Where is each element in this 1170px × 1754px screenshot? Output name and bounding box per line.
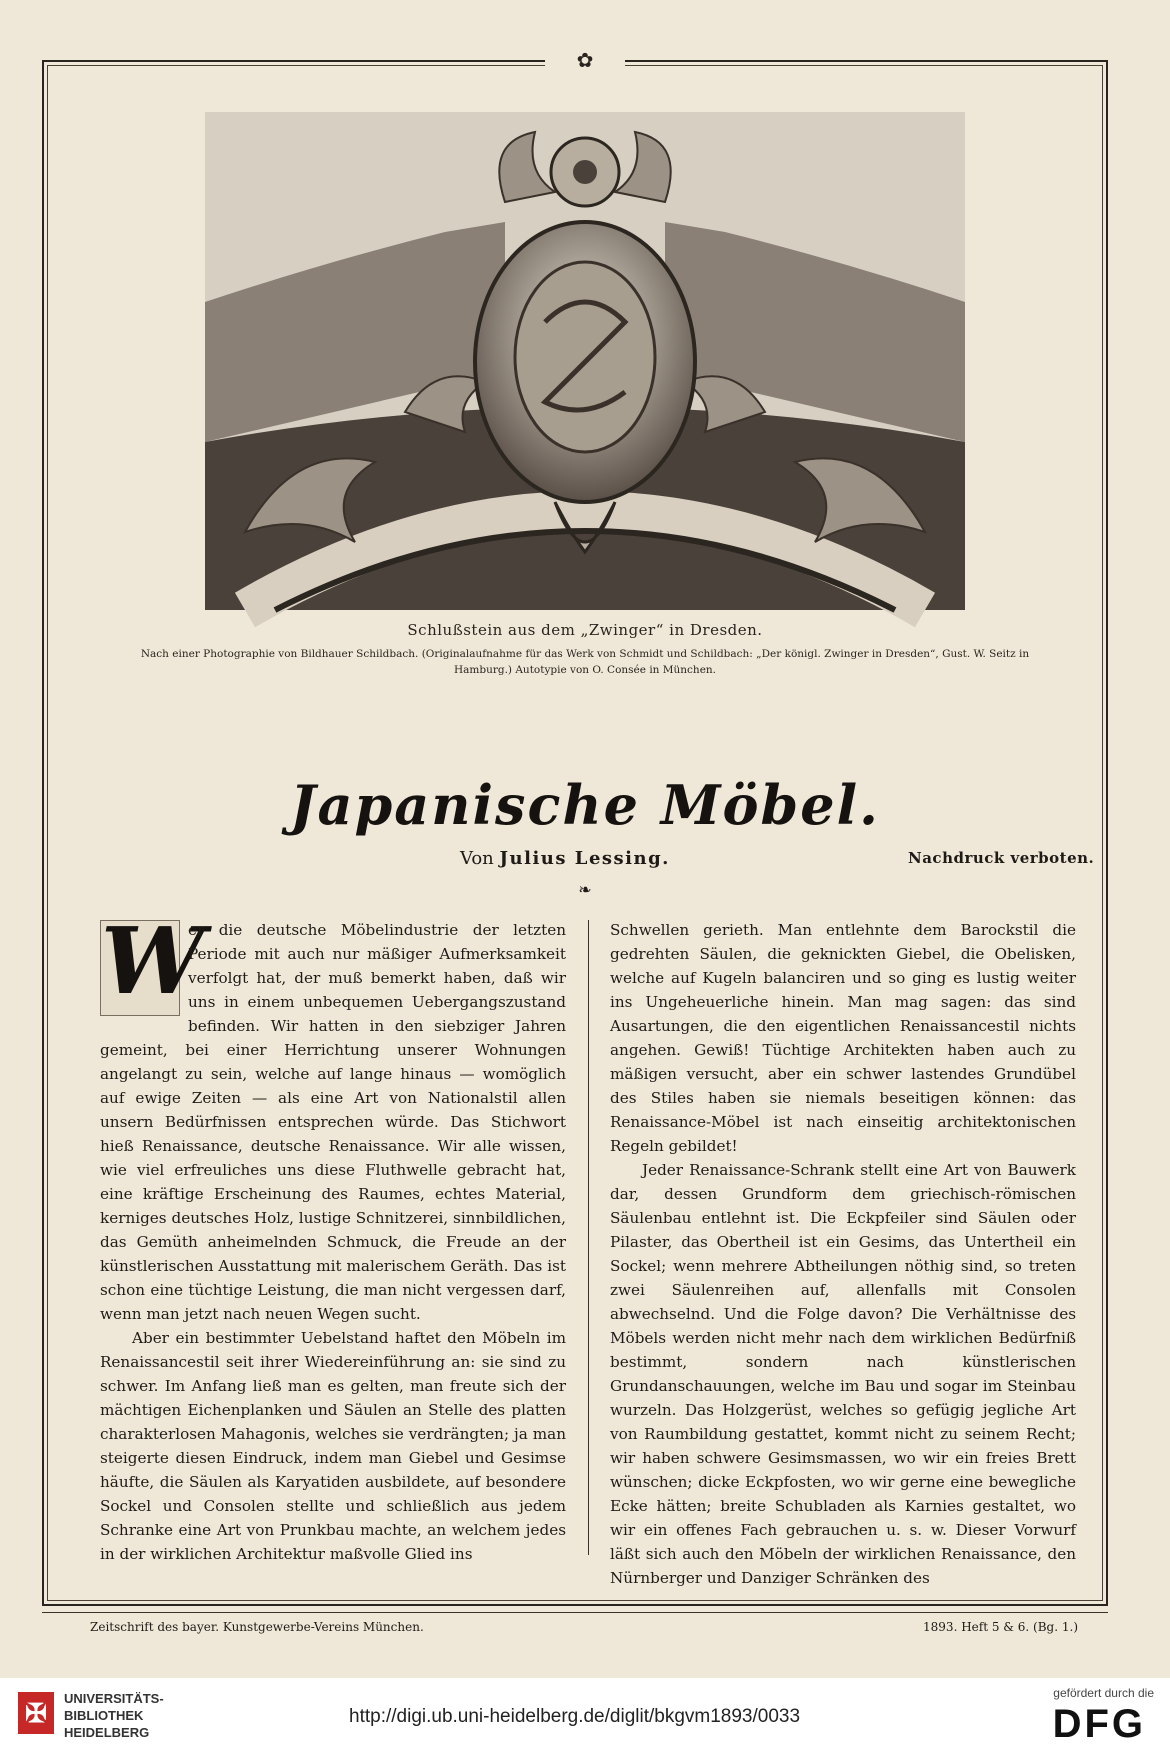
text-column-left [100,907,566,1563]
paragraph: Schwellen gerieth. Man entlehnte dem Barockstil die gedrehten Säulen, die geknickten Giebel, die Obelisken, welche auf Kugeln balanciren und so ging es lustig weiter ins Ungeheuerliche hinein. Man mag sagen: das sind Ausartungen, die den eigentlichen Renaissancestil nichts angehen. Gewiß! Tüchtige Architekten haben auch zu mäßigen versucht, aber ein schwer lastendes Grundübel des Stiles haben sie niemals beseitigen können: das Renaissance-Möbel ist nach einseitig architektonischen Regeln gebildet! [610,921,1076,1155]
issue-footer: 1893. Heft 5 & 6. (Bg. 1.) [923,1620,1078,1634]
funded-by-label: gefördert durch die [1053,1686,1154,1700]
paragraph: Jeder Renaissance-Schrank stellt eine Art von Bauwerk dar, dessen Grundform dem griechisch-römischen Säulenbau entlehnt ist. Die Eckpfeiler sind Säulen oder Pilaster, das Obertheil ist ein Gesims, das Untertheil ein Sockel; wenn mehrere Abtheilungen nöthig sind, so treten zwei Säulenreihen auf, allenfalls mit Consolen abwechselnd. Und die Folge davon? Die Verhältnisse des Möbels werden nicht mehr nach dem wirklichen Bedürfniß bestimmt, sondern nach künstlerischen Grundanschauungen, welche im Bau und sogar im Steinbau wurzeln. Das Holzgerüst, welches so gefügig jegliche Art von Raumbildung gestattet, kommt nicht zu seinem Recht; wir haben schwere Gesimsmassen, wo wir ein freies Brett wünschen; dicke Eckpfosten, wo wir gerne eine bewegliche Ecke hätten; breite Schubladen als Karnies gestaltet, wo wir ein offenes Fach gebrauchen u. s. w. Dieser Vorwurf läßt sich auch den Möbeln der wirklichen Renaissance, den Nürnberger und Danziger Schränken des [610,1161,1076,1587]
carved-keystone-illustration [205,112,965,610]
permalink-url[interactable]: http://digi.ub.uni-heidelberg.de/diglit/bkgvm1893/0033 [349,1706,801,1727]
top-ornament: ✿ [545,48,625,72]
column-divider [588,920,589,1555]
footer-divider [42,1612,1108,1613]
author-name: Julius Lessing. [499,848,670,869]
article-title: Japanische Möbel. [290,773,880,837]
library-name-line: UNIVERSITÄTS- [64,1691,164,1706]
text-column-right [610,918,1076,1587]
figure-caption-title: Schlußstein aus dem „Zwinger“ in Dresden. [407,621,763,639]
byline [460,848,670,869]
library-name-line: HEIDELBERG [64,1725,150,1740]
dropcap-initial: W [101,907,205,1015]
paragraph: Aber ein bestimmter Uebelstand haftet den Möbeln im Renaissancestil seit ihrer Wiedereinführung an: sie sind zu schwer. Im Anfang ließ man es gelten, man freute sich der mächtigen Eichenplanken und Säulen an Stelle des platten charakterlosen Mahagonis, welches sie verdrängten; ja man steigerte diesen Eindruck, indem man Giebel und Gesimse häufte, die Säulen als Karyatiden ausbildete, auf besondere Sockel und Consolen stellte und schließlich aus jedem Schranke eine Art von Prunkbau machte, an welchem jedes in der wirklichen Architektur maßvolle Glied ins [100,1329,566,1563]
title-ornament: ❧ [578,880,592,899]
dfg-logo[interactable]: DFG [1052,1702,1146,1746]
university-seal-icon[interactable]: ✠ [18,1692,54,1734]
paragraph-text: er die deutsche Möbelindustrie der letzten Periode mit auch nur mäßiger Aufmerksamkeit verfolgt hat, der muß bemerkt haben, daß wir uns in einem unbequemen Uebergangszustand befinden. Wir hatten in den siebziger Jahren gemeint, bei einer Herrichtung unserer Wohnungen angelangt zu sein, welche auf lange hinaus — womöglich auf ewige Zeiten — als eine Art von Nationalstil allen unsern Bedürfnissen entsprechen würde. Das Stichwort hieß Renaissance, deutsche Renaissance. Wir alle wissen, wie viel erfreuliches uns diese Fluthwelle gebracht hat, eine kräftige Erscheinung des Raumes, echtes Material, kerniges deutsches Holz, lustige Schnitzerei, sinnbildlichen, das Gemüth anheimelnden Schmuck, die Freude an der künstlerischen Ausstattung mit malerischem Geräth. Das ist schon eine tüchtige Leistung, die man nicht vergessen darf, wenn man jetzt nach neuen Wegen sucht. [100,921,566,1323]
library-name-line: BIBLIOTHEK [64,1708,144,1723]
keystone-photograph [205,112,965,610]
reprint-notice: Nachdruck verboten. [908,849,1095,867]
paragraph [100,907,566,1326]
viewer-footer-bar [0,1678,1170,1754]
library-name[interactable] [64,1690,164,1741]
journal-footer: Zeitschrift des bayer. Kunstgewerbe-Vereins München. [90,1620,424,1634]
figure-caption-credit: Nach einer Photographie von Bildhauer Schildbach. (Originalaufnahme für das Werk von Schmidt und Schildbach: „Der königl. Zwinger in Dresden“, Gust. W. Seitz in Hamburg.) Autotypie von O. Consée in München. [140,648,1030,676]
byline-prefix: Von [460,848,494,869]
